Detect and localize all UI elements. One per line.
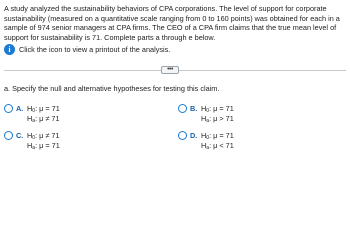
ha-symbol: H — [27, 114, 33, 123]
question-a-label: a. Specify the null and alternative hypotheses for testing this claim. — [4, 84, 220, 93]
ha-symbol: H — [201, 114, 207, 123]
h0-relation: : μ = 71 — [209, 104, 234, 113]
ha-symbol: H — [27, 141, 33, 150]
h0-relation: : μ = 71 — [35, 104, 60, 113]
ha-subscript: a — [206, 145, 210, 151]
option-b-alt-hypothesis — [201, 114, 234, 126]
option-d-letter: D. — [190, 131, 198, 140]
ha-symbol: H — [201, 141, 207, 150]
h0-symbol: H — [27, 131, 33, 140]
h0-subscript: 0 — [206, 135, 210, 141]
h0-symbol: H — [201, 104, 207, 113]
option-c-letter: C. — [16, 131, 24, 140]
ha-subscript: a — [32, 118, 36, 124]
view-analysis-link[interactable] — [4, 43, 170, 55]
h0-subscript: 0 — [32, 135, 36, 141]
option-a-radio[interactable] — [4, 104, 13, 113]
h0-symbol: H — [27, 104, 33, 113]
ha-subscript: a — [32, 145, 36, 151]
expand-button[interactable]: ••• — [161, 66, 179, 74]
info-icon[interactable]: i — [4, 44, 15, 55]
option-a-alt-hypothesis — [27, 114, 60, 126]
option-d-radio[interactable] — [178, 131, 187, 140]
h0-relation: : μ ≠ 71 — [35, 131, 60, 140]
h0-subscript: 0 — [32, 108, 36, 114]
option-d[interactable] — [178, 130, 288, 150]
view-analysis-label: Click the icon to view a printout of the analysis. — [19, 44, 171, 54]
option-d-alt-hypothesis — [201, 141, 234, 153]
option-a[interactable] — [4, 103, 114, 123]
option-a-letter: A. — [16, 104, 24, 113]
ha-subscript: a — [206, 118, 210, 124]
ha-relation: : μ ≠ 71 — [35, 114, 60, 123]
problem-statement: A study analyzed the sustainability behaviors of CPA corporations. The level of support for corporate sustainability (measured on a quantitative scale ranging from 0 to 160 points) was obtained for each in a sample of 974 senior managers at CPA firms. The CEO of a CPA firm claims that the true mean level of support for sustainability is 71. Complete parts a through e below. — [4, 4, 340, 42]
ha-relation: : μ < 71 — [209, 141, 234, 150]
ha-relation: : μ = 71 — [35, 141, 60, 150]
ha-relation: : μ > 71 — [209, 114, 234, 123]
option-c-radio[interactable] — [4, 131, 13, 140]
option-c-alt-hypothesis — [27, 141, 60, 153]
option-b-letter: B. — [190, 104, 198, 113]
h0-subscript: 0 — [206, 108, 210, 114]
option-c[interactable] — [4, 130, 114, 150]
h0-relation: : μ = 71 — [209, 131, 234, 140]
option-b-radio[interactable] — [178, 104, 187, 113]
h0-symbol: H — [201, 131, 207, 140]
option-b[interactable] — [178, 103, 288, 123]
